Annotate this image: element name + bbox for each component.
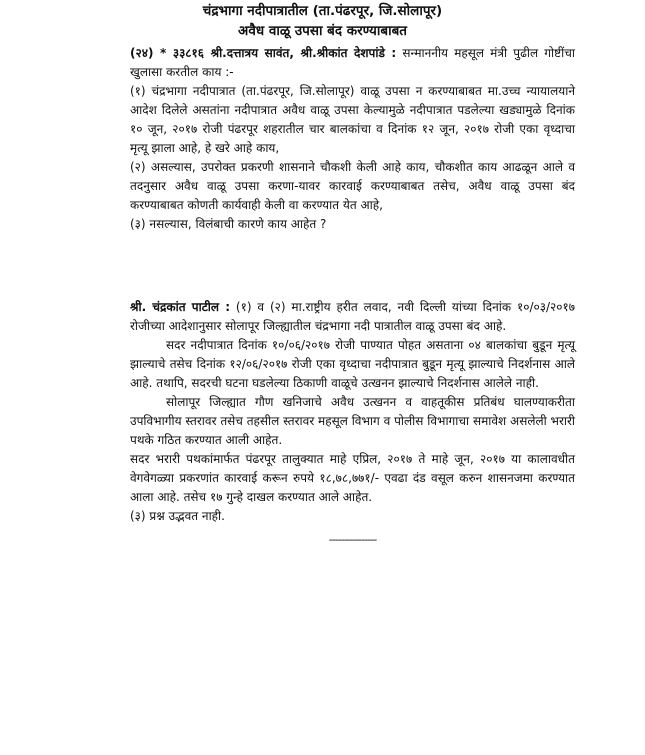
end-divider: ---------------- bbox=[328, 533, 377, 546]
answer-block bbox=[130, 298, 575, 549]
question-part-2: (२) असल्यास, उपरोक्त प्रकरणी शासनाने चौकशी केली आहे काय, चौकशीत काय आढळून आले व तदनुसार अवैध वाळू उपसा करणा-यावर कारवाई करण्याबाबत तसेच, अवैध वाळू उपसा बंद करण्याबाबत कोणती कार्यवाही केली वा करण्यात येत आहे, bbox=[130, 160, 575, 212]
question-number-and-members: (२४) * ३३८१६ श्री.दत्तात्रय सावंत, श्री.श्रीकांत देशपांडे : bbox=[130, 46, 397, 60]
question-part-3: (३) नसल्यास, विलंबाची कारणे काय आहेत ? bbox=[130, 217, 327, 231]
answer-para-3: सोलापूर जिल्ह्यात गौण खनिजाचे अवैध उत्खनन व वाहतूकीस प्रतिबंध घालण्याकरीता उपविभागीय स्तरावर तसेच तहसील स्तरावर महसूल विभाग व पोलीस विभागाचा समावेश असलेली भरारी पथके गठित करण्यात आली आहेत. bbox=[130, 395, 575, 447]
question-part-1: (१) चंद्रभागा नदीपात्रात (ता.पंढरपूर, जि.सोलापूर) वाळू उपसा न करण्याबाबत मा.उच्च न्यायालयाने आदेश दिलेले असतांना नदीपात्रात अवैध वाळू उपसा केल्यामुळे नदीपात्रात पडलेल्या खड्यामुळे दिनांक १० जून, २०१७ रोजी पंढरपूर शहरातील चार बालकांचा व दिनांक १२ जून, २०१७ रोजी एका वृध्दाचा मृत्यू झाला आहे, हे खरे आहे काय, bbox=[130, 84, 575, 155]
question-intro-text: सन्माननीय महसूल मंत्री पुढील गोष्टींचा खुलासा करतील काय :- bbox=[130, 46, 575, 79]
document-title-line1: चंद्रभागा नदीपात्रातील (ता.पंढरपूर, जि.सोलापूर) bbox=[202, 3, 443, 19]
answer-para-1-text: (१) व (२) मा.राष्ट्रीय हरीत लवाद, नवी दिल्ली यांच्या दिनांक १०/०३/२०१७ रोजीच्या आदेशानुसार सोलापूर जिल्ह्यातील चंद्रभागा नदी पात्रातील वाळू उपसा बंद आहे. bbox=[130, 300, 575, 333]
answer-para-4: सदर भरारी पथकांमार्फत पंढरपूर तालुक्यात माहे एप्रिल, २०१७ ते माहे जून, २०१७ या कालावधीत वेगवेगळ्या प्रकरणांत कारवाई करून रुपये १८,७८,७७१/- एवढा दंड वसूल करुन शासनजमा करण्यात आला आहे. तसेच १७ गुन्हे दाखल करण्यात आले आहेत. bbox=[130, 452, 575, 504]
answer-para-2: सदर नदीपात्रात दिनांक १०/०६/२०१७ रोजी पाण्यात पोहत असताना ०४ बालकांचा बुडून मृत्यू झाल्याचे तसेच दिनांक १२/०६/२०१७ रोजी एका वृध्दाचा नदीपात्रात बुडून मृत्यू झाल्याचे निदर्शनास आले आहे. तथापि, सदरची घटना घडलेल्या ठिकाणी वाळूचे उत्खनन झाल्याचे निदर्शनास आलेले नाही. bbox=[130, 338, 575, 390]
answer-speaker: श्री. चंद्रकांत पाटील : bbox=[130, 300, 231, 314]
document-title-line2: अवैध वाळू उपसा बंद करण्याबाबत bbox=[238, 23, 407, 39]
question-intro bbox=[130, 44, 575, 82]
answer-part-3: (३) प्रश्न उद्भवत नाही. bbox=[130, 509, 225, 523]
answer-para-1 bbox=[130, 298, 575, 336]
question-block bbox=[130, 44, 575, 234]
